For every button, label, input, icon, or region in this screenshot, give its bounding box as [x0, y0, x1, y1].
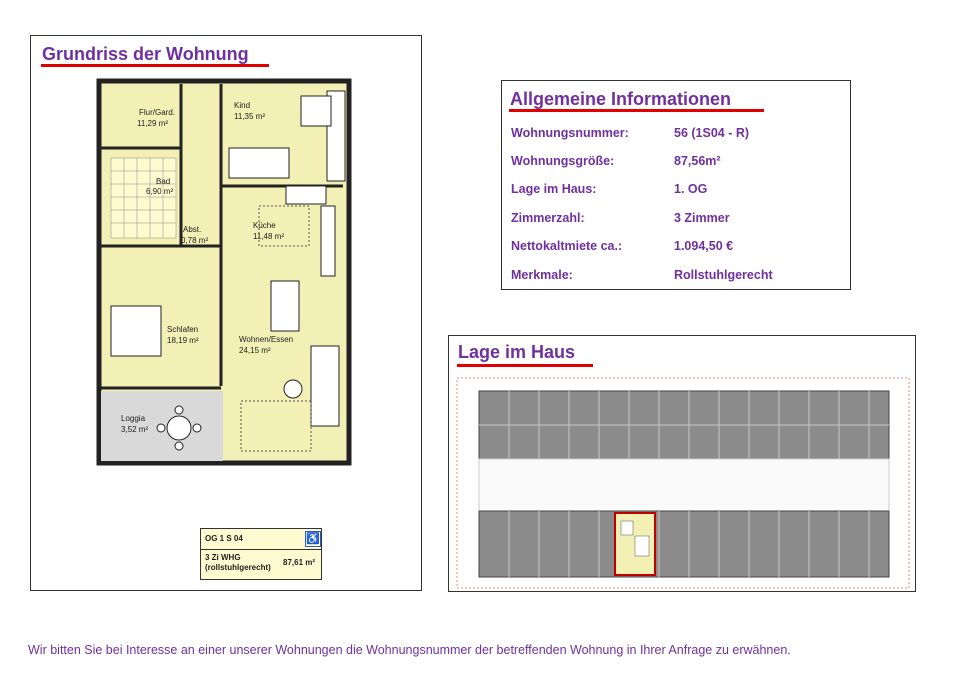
info-label: Lage im Haus: [511, 182, 597, 196]
building-plan-drawing [449, 336, 917, 593]
floor-plan-drawing [31, 36, 423, 592]
info-title: Allgemeine Informationen [510, 89, 732, 109]
room-label-bad: Bad [156, 177, 171, 186]
room-area-abst: 0,78 m² [181, 236, 209, 245]
room-area-schlafen: 18,19 m² [167, 336, 199, 345]
legend-type-line2: (rollstuhlgerecht) [205, 563, 271, 572]
room-label-kueche: Küche [253, 221, 276, 230]
room-label-schlafen: Schlafen [167, 325, 199, 334]
room-area-wohnen: 24,15 m² [239, 346, 271, 355]
legend-area: 87,61 m² [283, 558, 316, 567]
room-label-abst: Abst. [183, 225, 202, 234]
room-label-kind: Kind [234, 101, 251, 110]
info-value: 3 Zimmer [674, 211, 730, 225]
info-label: Wohnungsnummer: [511, 126, 629, 140]
info-value: 87,56m² [674, 154, 721, 168]
unit-legend [200, 528, 322, 580]
info-label: Wohnungsgröße: [511, 154, 615, 168]
room-area-loggia: 3,52 m² [121, 425, 149, 434]
legend-unit-id: OG 1 S 04 [205, 534, 243, 543]
floorplan-title: Grundriss der Wohnung [42, 44, 249, 64]
legend-type-line1: 3 Zi WHG [205, 553, 241, 562]
info-title-underline [509, 109, 764, 112]
wheelchair-icon: ♿ [306, 533, 320, 545]
room-area-flur: 11,29 m² [137, 119, 168, 128]
room-area-kueche: 11,48 m² [253, 232, 284, 241]
room-area-bad: 6,90 m² [146, 187, 174, 196]
info-label: Zimmerzahl: [511, 211, 585, 225]
info-label: Merkmale: [511, 268, 573, 282]
bath-tiles [111, 158, 176, 238]
floorplan-panel [30, 35, 422, 591]
footer-note: Wir bitten Sie bei Interesse an einer unserer Wohnungen die Wohnungsnummer der betreffenden Wohnung in Ihrer Anfrage zu erwähnen. [28, 643, 791, 657]
info-value: 1.094,50 € [674, 239, 734, 253]
room-label-wohnen: Wohnen/Essen [239, 335, 294, 344]
info-panel [501, 80, 851, 290]
location-panel [448, 335, 916, 592]
info-value: Rollstuhlgerecht [674, 268, 773, 282]
room-label-loggia: Loggia [121, 414, 146, 423]
info-value: 1. OG [674, 182, 708, 196]
info-label: Nettokaltmiete ca.: [511, 239, 623, 253]
room-area-kind: 11,35 m² [234, 112, 265, 121]
location-title: Lage im Haus [458, 342, 576, 362]
info-value: 56 (1S04 - R) [674, 126, 750, 140]
room-label-flur: Flur/Gard. [139, 108, 176, 117]
